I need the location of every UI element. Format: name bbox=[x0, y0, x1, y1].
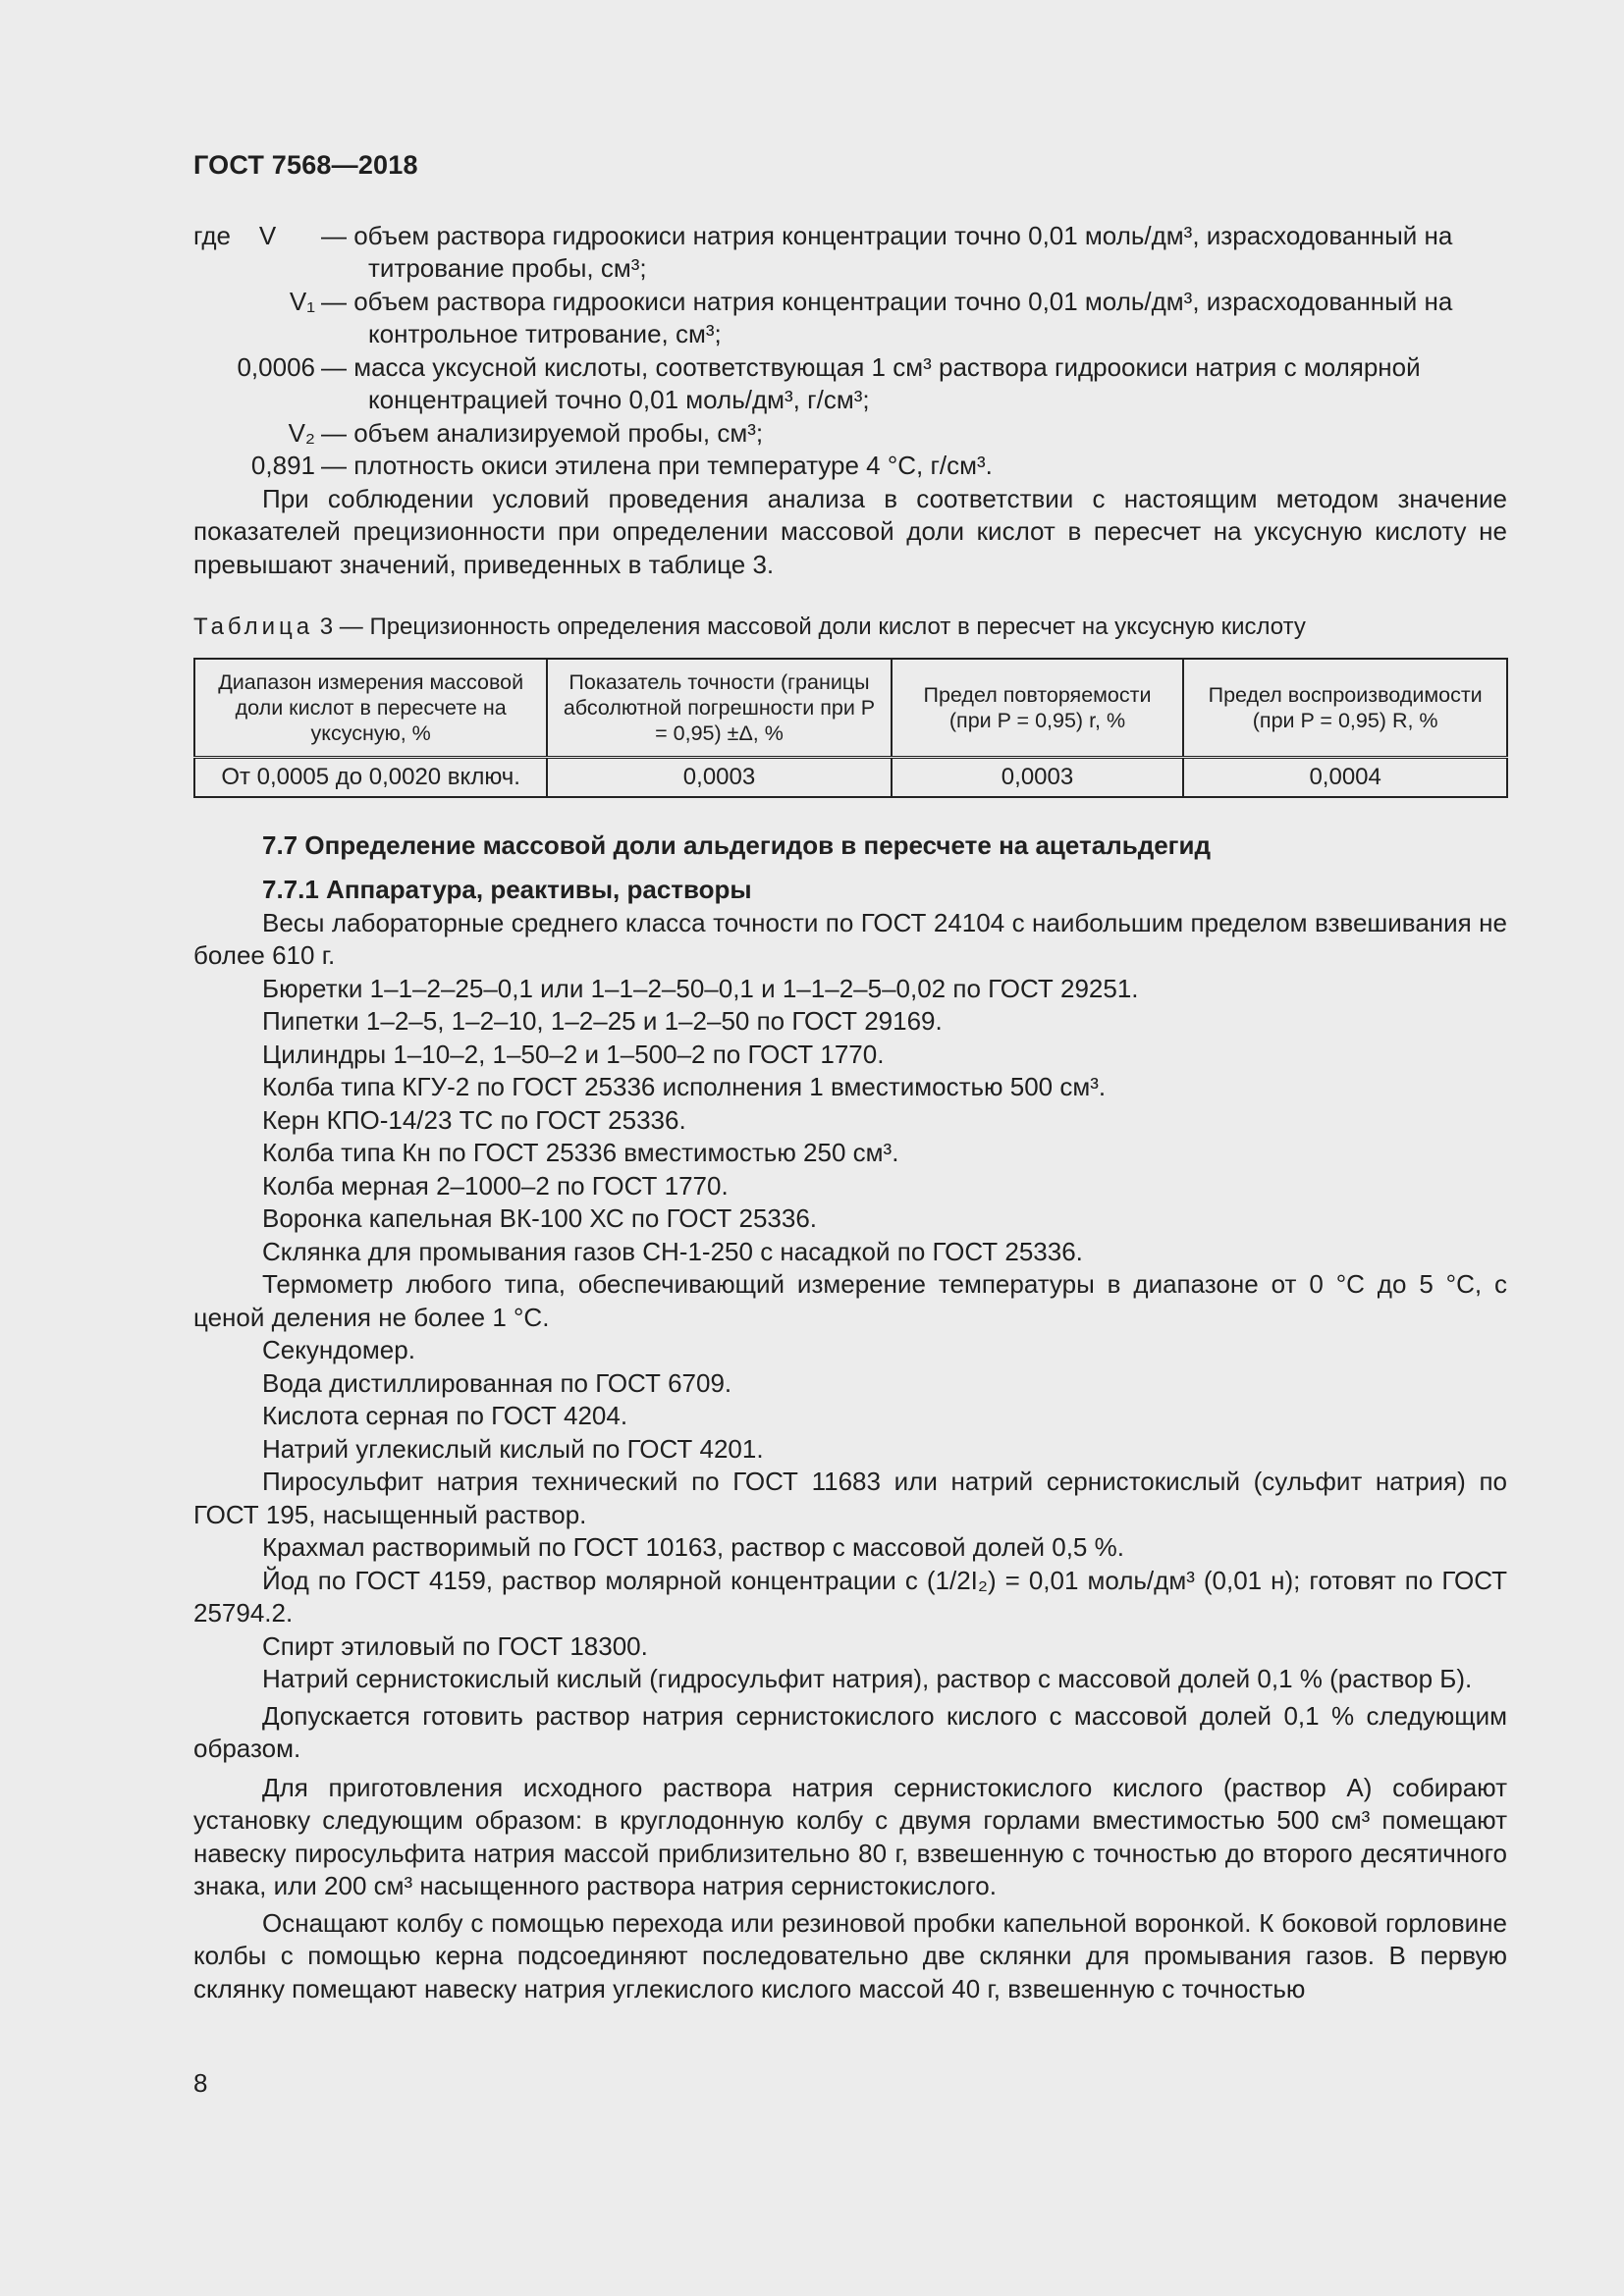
list-item: Допускается готовить раствор натрия сернистокислого кислого с массовой долей 0,1 % следующим образом. bbox=[193, 1700, 1507, 1763]
list-item: Секундомер. bbox=[262, 1335, 415, 1364]
table-header-cell: Предел воспроизводимости (при P = 0,95) R, % bbox=[1183, 659, 1507, 758]
list-item: Весы лабораторные среднего класса точности по ГОСТ 24104 с наибольшим пределом взвешивания не более 610 г. bbox=[193, 907, 1507, 970]
list-item: Вода дистиллированная по ГОСТ 6709. bbox=[262, 1367, 732, 1398]
document-code: ГОСТ 7568—2018 bbox=[193, 150, 418, 180]
section-title: 7.7 Определение массовой доли альдегидов в пересчете на ацетальдегид bbox=[262, 829, 1211, 860]
definition-text: — масса уксусной кислоты, соответствующая 1 см³ раствора гидроокиси натрия с молярной bbox=[321, 351, 1421, 382]
list-item: Натрий сернистокислый кислый (гидросульфит натрия), раствор с массовой долей 0,1 % (раствор Б). bbox=[262, 1664, 1473, 1693]
list-item: Колба типа Кн по ГОСТ 25336 вместимостью 250 см³. bbox=[262, 1138, 899, 1167]
table-caption bbox=[193, 611, 1507, 644]
definition-text-cont: концентрацией точно 0,01 моль/дм³, г/см³; bbox=[368, 385, 870, 414]
list-item: Цилиндры 1–10–2, 1–50–2 и 1–500–2 по ГОСТ 1770. bbox=[262, 1039, 885, 1069]
table-caption-prefix: Таблица bbox=[193, 614, 314, 640]
definition-term: 0,891 bbox=[250, 451, 315, 480]
definitions-list bbox=[193, 220, 1507, 483]
definition-item bbox=[193, 450, 1507, 483]
precision-table bbox=[193, 658, 1508, 798]
definition-text: — объем раствора гидроокиси натрия концентрации точно 0,01 моль/дм³, израсходованный на bbox=[321, 220, 1453, 250]
table-header-cell: Диапазон измерения массовой доли кислот в пересчете на уксусную, % bbox=[194, 659, 547, 758]
list-item: Крахмал растворимый по ГОСТ 10163, раствор с массовой долей 0,5 %. bbox=[262, 1532, 1124, 1562]
definition-text: — объем анализируемой пробы, см³; bbox=[321, 417, 764, 448]
list-item: Оснащают колбу с помощью перехода или резиновой пробки капельной воронкой. К боковой горловине колбы с помощью керна подсоединяют последовательно две склянки для промывания газов. В первую склянку помещают навеску натрия углекислого кислого массой 40 г, взвешенную с точностью bbox=[193, 1907, 1507, 2003]
definition-item bbox=[193, 286, 1507, 351]
list-item: Спирт этиловый по ГОСТ 18300. bbox=[262, 1630, 648, 1661]
list-item: Кислота серная по ГОСТ 4204. bbox=[262, 1401, 628, 1430]
list-item: Воронка капельная ВК-100 ХС по ГОСТ 25336. bbox=[262, 1203, 818, 1233]
intro-paragraph: При соблюдении условий проведения анализа в соответствии с настоящим методом значение показателей прецизионности при определении массовой доли кислот в пересчет на уксусную кислоту не превышают значений, приведенных в таблице 3. bbox=[193, 483, 1507, 579]
page-number: 8 bbox=[193, 2068, 208, 2098]
apparatus-list bbox=[193, 907, 1507, 2006]
table-cell: 0,0003 bbox=[547, 757, 891, 797]
definition-term: V₂ bbox=[288, 417, 315, 448]
list-item: Колба мерная 2–1000–2 по ГОСТ 1770. bbox=[262, 1170, 729, 1201]
table-row bbox=[194, 757, 1507, 797]
table-cell: От 0,0005 до 0,0020 включ. bbox=[194, 757, 547, 797]
list-item: Бюретки 1–1–2–25–0,1 или 1–1–2–50–0,1 и 1–1–2–5–0,02 по ГОСТ 29251. bbox=[262, 973, 1139, 1003]
list-item: Керн КПО-14/23 ТС по ГОСТ 25336. bbox=[262, 1104, 686, 1135]
table-header-row bbox=[194, 659, 1507, 758]
list-item: Йод по ГОСТ 4159, раствор молярной концентрации с (1/2I₂) = 0,01 моль/дм³ (0,01 н); готовят по ГОСТ 25794.2. bbox=[193, 1565, 1507, 1628]
definition-text-cont: контрольное титрование, см³; bbox=[368, 319, 722, 348]
list-item: Для приготовления исходного раствора натрия сернистокислого кислого (раствор А) собирают установку следующим образом: в круглодонную колбу с двумя горлами вместимостью 500 см³ помещают навеску пиросульфита натрия массой приблизительно 80 г, взвешенную с точностью до второго десятичного знака, или 200 см³ насыщенного раствора натрия сернистокислого. bbox=[193, 1772, 1507, 1900]
definition-term: где V bbox=[193, 220, 277, 250]
list-item: Натрий углекислый кислый по ГОСТ 4201. bbox=[262, 1433, 764, 1464]
page-content bbox=[193, 137, 1507, 2005]
list-item: Термометр любого типа, обеспечивающий измерение температуры в диапазоне от 0 °С до 5 °С, с ценой деления не более 1 °С. bbox=[193, 1269, 1507, 1332]
table-caption-text: 3 — Прецизионность определения массовой доли кислот в пересчет на уксусную кислоту bbox=[313, 614, 1306, 640]
table-header-cell: Предел повторяемости (при P = 0,95) r, % bbox=[892, 659, 1184, 758]
list-item: Пипетки 1–2–5, 1–2–10, 1–2–25 и 1–2–50 по ГОСТ 29169. bbox=[262, 1006, 943, 1036]
definition-item bbox=[193, 417, 1507, 451]
list-item: Склянка для промывания газов СН-1-250 с насадкой по ГОСТ 25336. bbox=[262, 1236, 1083, 1266]
definition-text: — объем раствора гидроокиси натрия концентрации точно 0,01 моль/дм³, израсходованный на bbox=[321, 286, 1453, 316]
table-header-cell: Показатель точности (границы абсолютной погрешности при P = 0,95) ±Δ, % bbox=[547, 659, 891, 758]
definition-item bbox=[193, 351, 1507, 417]
table-cell: 0,0003 bbox=[892, 757, 1184, 797]
table-cell: 0,0004 bbox=[1183, 757, 1507, 797]
definition-term: 0,0006 bbox=[237, 351, 315, 382]
definition-item bbox=[193, 220, 1507, 286]
list-item: Пиросульфит натрия технический по ГОСТ 11683 или натрий сернистокислый (сульфит натрия) по ГОСТ 195, насыщенный раствор. bbox=[193, 1467, 1507, 1529]
subsection-title: 7.7.1 Аппаратура, реактивы, растворы bbox=[262, 875, 752, 904]
definition-text: — плотность окиси этилена при температуре 4 °С, г/см³. bbox=[321, 451, 993, 480]
definition-term: V₁ bbox=[289, 286, 315, 316]
list-item: Колба типа КГУ-2 по ГОСТ 25336 исполнения 1 вместимостью 500 см³. bbox=[262, 1072, 1107, 1101]
definition-text-cont: титрование пробы, см³; bbox=[368, 253, 647, 283]
